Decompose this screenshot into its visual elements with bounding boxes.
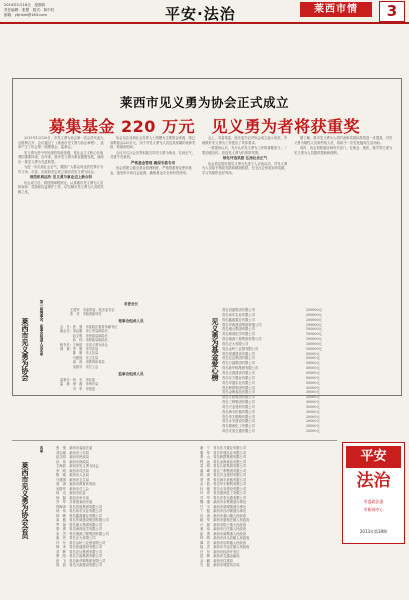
page-number: 3 [379,1,405,22]
member-item: 梁 勇 青岛海湾化学有限公司 [56,527,103,531]
paragraph: 协会成立后，将按照章程规定，认真做好见义勇为人员的表彰、奖励和权益保护工作，切实解决见义勇为人员的后顾之忧。 [18,180,104,194]
paragraph: 2013年12月26日，市见义勇为协会第一次会员代表大会胜利召开，会议通过了《莱西市见义勇为协会章程》，选举产生了协会第一届理事会、监事会。 [18,136,104,149]
member-item: 高 健 青岛华威建设集团有限公司 [56,518,109,522]
donor-name: 青岛新华锦集团有限公司 [222,366,259,371]
list-item: 副会长：刘志刚 市公安局副局长 [60,329,108,334]
member-item: 何 伟 青岛伟东实业有限公司 [56,509,103,513]
member-item: 袁 明 青岛九联集团有限公司 [200,464,247,468]
member-item: 钟 明 莱西市河头店镇人民政府 [200,536,250,540]
donor-name: 青岛永安建设有限公司 [222,419,255,424]
member-item: 魏 强 莱西市水集街道办事处 [200,500,247,504]
donor-amount: 100000元 [306,332,322,337]
donor-amount: 20000元 [306,414,320,419]
donor-amount: 20000元 [306,424,320,429]
donor-name: 青岛华宇钢构有限公司 [222,414,255,419]
column-logo-box [342,442,405,544]
donor-name: 青岛宏达集团有限公司 [222,356,255,361]
member-item: 苏 华 青岛安泰交通有限公司 [200,495,247,500]
roster-title: 莱西市见义勇为协会 [21,318,29,381]
member-item: 陈 刚 莱西市人社局 [56,473,89,477]
donor-amount: 100000元 [306,346,322,351]
member-item: 董 军 青岛华通实业有限公司 [200,450,247,455]
donor-amount: 30000元 [306,400,320,405]
subheading: 规范机构运作 见义勇为事业迈上新台阶 [29,175,93,179]
member-item: 罗 斌 青岛康大集团有限公司 [56,522,103,527]
donor-amount: 200000元 [306,317,322,322]
donor-amount: 50000元 [306,361,320,366]
donor-amount: 200000元 [306,312,322,317]
donor-amount: 100000元 [306,327,322,332]
donor-name: 青岛兴业建材有限公司 [222,404,255,409]
donor-amount: 100000元 [306,337,322,342]
member-item: 唐 亮 青岛正大有限公司 [56,536,96,540]
member-item: 姜 伟 莱西市日庄镇人民政府 [200,527,247,531]
member-item: 陆 杰 莱西市马连庄镇人民政府 [200,545,250,549]
member-item: 萧 山 青岛利群集团有限公司 [200,455,247,459]
article-headline: 莱西市见义勇为协会正式成立 [119,95,289,110]
member-item: 冯 军 共青团莱西市委 [56,500,93,504]
member-item: 石 磊 莱西市城管执法局 [200,563,240,567]
roster-title-prefix: 第一届理事会、监事会组成人员名单 [40,300,44,356]
donor-list [222,308,330,434]
sponsor-line-1: 市委政法委 [363,499,384,504]
member-item: 吴振华 莱西市总工会 [56,486,89,491]
section-divider [12,440,337,441]
donor-name: 青岛利群集团有限公司 [222,385,255,390]
list-item: 会 长：张 强 市委政法委常务副书记 [60,325,118,329]
member-item: 周 涛 莱西市教育体育局 [56,482,96,486]
article-column-2 [110,136,196,301]
donor-list-title: 见义勇为基金爱心榜 [211,318,219,381]
issue-number: 2013年第39期 [359,529,388,534]
sponsor-line-2: 市新闻中心 [363,507,384,512]
donor-name: 青岛天源建设有限公司 [222,370,255,375]
donor-name: 青岛金海食品有限公司 [222,390,255,395]
page-header [0,0,409,24]
donor-amount: 30000元 [306,404,320,409]
member-item: 谭 亮 莱西市店埠镇人民政府 [200,540,247,545]
list-item: 理 事：李 明 市司法局 [60,347,99,352]
editor-credit: 责任编辑：张慧 版式：林中旺 [4,8,55,12]
member-item: 邓 辉 青岛宏达集团有限公司 [56,549,103,554]
donor-name: 青岛瑞源工程集团有限公司 [222,337,262,342]
donor-name: 青岛东方置业有限公司 [222,375,255,380]
member-item: 孙 伟 莱西市财政局 [56,459,89,464]
paragraph: 会上，市委常委、政法委书记对协会成立表示祝贺，并就做好见义勇为工作提出了具体要求。 [202,136,288,145]
list-item: 马建国 市卫生局 [60,355,99,360]
member-item: 余 波 青岛华宇钢构有限公司 [200,482,247,486]
paragraph: 据了解，我市见义勇为人员的表彰奖励标准将进一步提高，对见义勇为牺牲人员和伤残人员，将给予一次性抚恤和生活补助。 [294,136,393,145]
member-item: 姚 军 莱西市夏格庄镇人民政府 [200,518,250,522]
member-list-1 [56,446,196,568]
member-item: 郑海涛 青岛昌盛集团有限公司 [56,504,103,509]
donor-amount: 50000元 [306,375,320,380]
list-item: 吴振华 市总工会 [60,364,99,369]
donor-name: 青岛九联集团有限公司 [222,395,255,400]
list-item: 张 东 市政府副市长 [70,312,102,317]
member-item: 曹 阳 青岛万福集团有限公司 [56,554,103,558]
brand-badge: 莱西市情 [300,2,372,17]
paragraph: 同时，协会将积极协调有关部门，在就业、就医、就学等方面为见义勇为人员提供帮助和便利。 [294,146,393,155]
list-item: 孙 伟 市财政局副局长 [60,338,108,343]
member-item: 许 东 青岛金岭工业园有限公司 [56,540,106,545]
donor-name: 青岛万福集团有限公司 [222,361,255,366]
paragraph: 协会以企业和社会各界人士捐赠为主要资金来源，现已募集基金220万元，用于对见义勇为人员及其家属的表彰奖励、救助和慰问。 [110,136,196,149]
member-title-suffix: 名单 [40,446,44,453]
donor-amount: 30000元 [306,395,320,400]
donor-amount: 30000元 [306,390,320,395]
member-item: 蒋 涛 青岛兴业建材有限公司 [200,473,247,477]
list-item: 监 事：徐 磊 市审计局 [60,382,99,387]
donor-amount: 50000元 [306,366,320,371]
donor-row [222,429,330,434]
donor-name: 青岛正大有限公司 [222,341,249,346]
donor-name: 青岛三利集团有限公司 [222,400,255,405]
list-item: 陈 刚 市人社局 [60,351,99,356]
donor-name: 青岛恒通建设有限公司 [222,351,255,356]
member-item: 丁 磊 莱西市沽河街道办事处 [200,509,247,513]
donor-amount: 50000元 [306,385,320,390]
member-item: 赵文明 莱西市民政局 [56,455,89,459]
member-item: 韩 冰 青岛恒通建设有限公司 [56,545,103,549]
list-item: 冯 军 市团委 [60,386,96,391]
donor-name: 青岛伟东实业有限公司 [222,312,255,317]
donor-name: 青岛康大集团有限公司 [222,327,255,332]
member-item: 杜 刚 青岛永安建设有限公司 [200,486,247,491]
donor-amount: 50000元 [306,380,320,385]
subheading: 细化评选奖励 弘扬社会正气 [222,156,268,160]
honorary-list [70,308,210,317]
paragraph: 协会将建立健全基金管理制度，严格按照规定使用基金，接受审计和社会监督，确保基金安全和有效使用。 [110,166,192,175]
member-item: 马建国 莱西市卫生局 [56,477,89,482]
donor-name: 青岛德润化工有限公司 [222,424,255,429]
donor-amount: 20000元 [306,429,320,434]
paragraph: 协会将定期开展见义勇为先进个人评选活动，对见义勇为人员给予物质奖励和精神鼓励，在全社会形成崇尚英雄、学习英雄的良好风尚。 [202,161,288,175]
donor-amount: 200000元 [306,308,322,312]
donor-amount: 100000元 [306,341,322,346]
article-subheadline: 募集基金 220 万元 见义勇为者将获重奖 [48,117,361,136]
member-item: 吕 平 莱西市望城街道办事处 [200,504,247,509]
paragraph: 一要提高认识，充分认识见义勇为工作的重要意义；二要加强宣传，营造见义勇为的浓厚氛围。 [202,146,288,155]
member-item: 李 明 莱西市司法局 [56,468,89,473]
donor-name: 青岛华威建设集团有限公司 [222,322,262,327]
list-item: 监事长：杨 光 市纪委 [60,378,96,382]
paragraph: 为进一步弘扬社会正气，激励广大群众同违法犯罪行为作斗争，市委、市政府决定成立莱西市见义勇为协会。 [18,165,104,174]
member-item: 汪 东 莱西市经济开发区 [200,549,240,554]
list-item: 周 涛 市教育体育局 [60,360,105,365]
list-item: 赵文明 市民政局副局长 [60,333,108,338]
donor-name: 青岛金岭工业园有限公司 [222,346,259,351]
council-list [60,325,210,369]
subheading: 严格基金管理 确保专款专用 [130,160,176,165]
donor-name: 青岛鑫盛置业有限公司 [222,317,255,322]
donor-name: 青岛昌盛集团有限公司 [222,308,255,312]
donor-amount: 30000元 [306,409,320,414]
donor-amount: 50000元 [306,370,320,375]
issue-date: 2014年1月16日 星期四 [4,3,46,7]
member-title: 莱西市见义勇为协会会员 [21,462,29,539]
donor-amount: 50000元 [306,351,320,356]
member-item: 张 强 莱西市委政法委 [56,446,93,450]
article-column-4 [294,136,394,301]
donor-name: 青岛海丰机械有限公司 [222,409,255,414]
member-item: 徐 磊 莱西市审计局 [56,495,89,500]
council-label: 理事会组成人员 [118,319,144,323]
member-item: 潘 峰 青岛三利集团有限公司 [200,468,247,473]
donor-amount: 200000元 [306,322,322,327]
member-item: 彭 飞 青岛新华锦集团有限公司 [56,558,106,563]
article-column-3 [202,136,288,301]
member-item: 林 峰 青岛鑫盛置业有限公司 [56,513,103,518]
member-item: 刘志刚 莱西市公安局 [56,450,89,455]
member-item: 曾 凯 青岛天源建设有限公司 [56,563,103,567]
donor-amount: 50000元 [306,356,320,361]
member-item: 王海波 莱西市见义勇为协会 [56,464,99,468]
member-item: 崔 勇 莱西市南墅镇人民政府 [200,531,247,536]
member-item: 程 远 青岛金海食品有限公司 [200,459,247,464]
donor-name: 青岛海湾化学有限公司 [222,332,255,337]
member-item: 谢 宁 青岛东方置业有限公司 [200,446,247,450]
member-item: 杨 光 莱西市纪委 [56,491,86,495]
member-item: 金 鹏 莱西市住建局 [200,558,233,563]
honorary-label: 名誉会长 [123,302,139,306]
member-item: 沈 涛 莱西市姜山镇人民政府 [200,513,247,518]
article-column-1 [18,136,104,301]
donor-name: 青岛华通实业有限公司 [222,380,255,385]
paragraph: 会议号召社会各界积极支持见义勇为事业，弘扬正气，共建平安莱西。 [110,150,196,159]
member-item: 卢 斌 莱西市院上镇人民政府 [200,522,247,527]
column-logo-top: 平安 [346,446,401,468]
list-item: 王建军 市委常委、政法委书记 [70,308,115,312]
paragraph: 见义勇为是中华民族的传统美德，是社会主义核心价值观的重要体现。近年来，我市见义勇为事业健康发展，涌现出一批见义勇为先进典型。 [18,150,104,164]
supervisor-label: 监事会组成人员 [118,372,144,376]
member-item: 蔡 勇 青岛海丰机械有限公司 [200,477,247,482]
member-list-2 [200,446,338,568]
member-item: 宋 杰 青岛瑞源工程集团有限公司 [56,531,109,536]
member-item: 范 辉 莱西市交通运输局 [200,554,240,558]
donor-name: 青岛安泰交通有限公司 [222,429,255,434]
donor-amount: 20000元 [306,419,320,424]
supervisor-list [60,378,210,391]
section-title: 平安·法治 [165,5,236,23]
member-item: 叶 青 青岛德润化工有限公司 [200,491,247,495]
list-item: 秘书长：王海波 市见义勇为协会 [60,342,108,347]
contact-email: 邮箱：ytjrlxrb@163.com [4,13,47,17]
column-logo-mid: 法治 [356,471,391,491]
